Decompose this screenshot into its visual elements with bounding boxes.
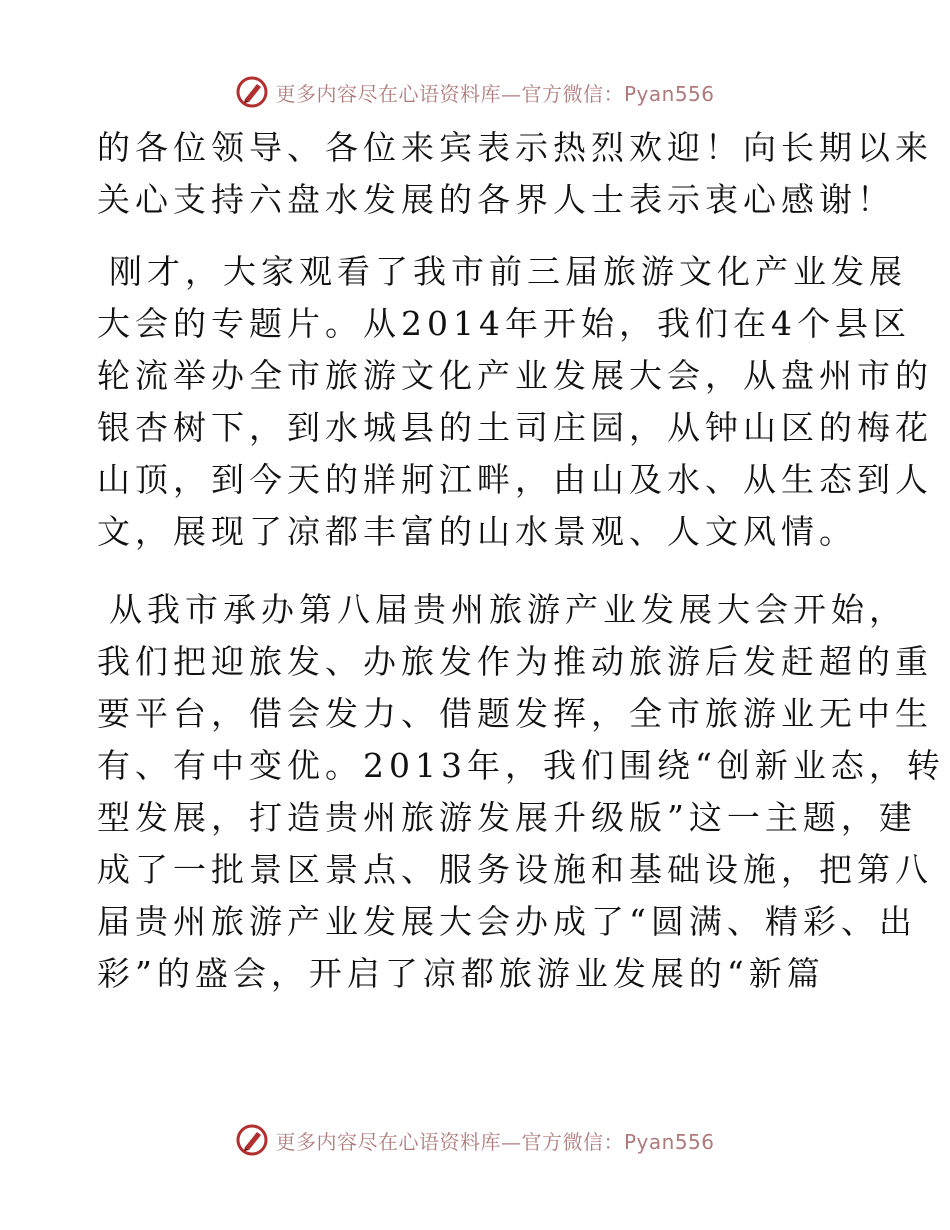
text-line: 银杏树下，到水城县的土司庄园，从钟山区的梅花 bbox=[97, 408, 933, 447]
pen-circle-icon bbox=[235, 1123, 269, 1157]
text-line: 成了一批景区景点、服务设施和基础设施，把第八 bbox=[97, 850, 933, 889]
header-handle: Pyan556 bbox=[623, 81, 715, 106]
text-line: 刚才，大家观看了我市前三届旅游文化产业发展 bbox=[109, 252, 907, 291]
paragraph-2 bbox=[97, 246, 907, 298]
pen-circle-icon bbox=[235, 75, 269, 109]
text-line: 型发展，打造贵州旅游发展升级版”这一主题，建 bbox=[97, 798, 917, 837]
paragraph-2-body bbox=[97, 298, 933, 558]
text-line: 轮流举办全市旅游文化产业发展大会，从盘州市的 bbox=[97, 356, 933, 395]
paragraph-3-body bbox=[97, 636, 945, 1000]
footer-label: 更多内容尽在心语资料库—官方微信： bbox=[275, 1129, 624, 1154]
text-line: 我们把迎旅发、办旅发作为推动旅游后发赶超的重 bbox=[97, 642, 933, 681]
text-line: 要平台，借会发力、借题发挥，全市旅游业无中生 bbox=[97, 694, 933, 733]
text-line: 山顶，到今天的牂牁江畔，由山及水、从生态到人 bbox=[97, 460, 933, 499]
header-text bbox=[275, 78, 714, 107]
paragraph-3 bbox=[97, 584, 907, 636]
text-line: 届贵州旅游产业发展大会办成了“圆满、精彩、出 bbox=[97, 902, 917, 941]
text-line: 从我市承办第八届贵州旅游产业发展大会开始， bbox=[109, 590, 907, 629]
footer-banner bbox=[0, 1118, 950, 1162]
footer-handle: Pyan556 bbox=[623, 1129, 715, 1154]
text-line: 的各位领导、各位来宾表示热烈欢迎！向长期以来 bbox=[97, 128, 933, 167]
document-body bbox=[97, 122, 945, 1000]
text-line: 彩”的盛会，开启了凉都旅游业发展的“新篇 bbox=[97, 954, 825, 993]
header-label: 更多内容尽在心语资料库—官方微信： bbox=[275, 81, 624, 106]
header-banner bbox=[0, 70, 950, 114]
paragraph-1 bbox=[97, 122, 933, 226]
text-line: 关心支持六盘水发展的各界人士表示衷心感谢！ bbox=[97, 180, 895, 219]
text-line: 文，展现了凉都丰富的山水景观、人文风情。 bbox=[97, 512, 857, 551]
text-line: 有、有中变优。2013年，我们围绕“创新业态，转 bbox=[97, 746, 945, 785]
text-line: 大会的专题片。从2014年开始，我们在4个县区 bbox=[97, 304, 911, 343]
footer-text bbox=[275, 1126, 714, 1155]
